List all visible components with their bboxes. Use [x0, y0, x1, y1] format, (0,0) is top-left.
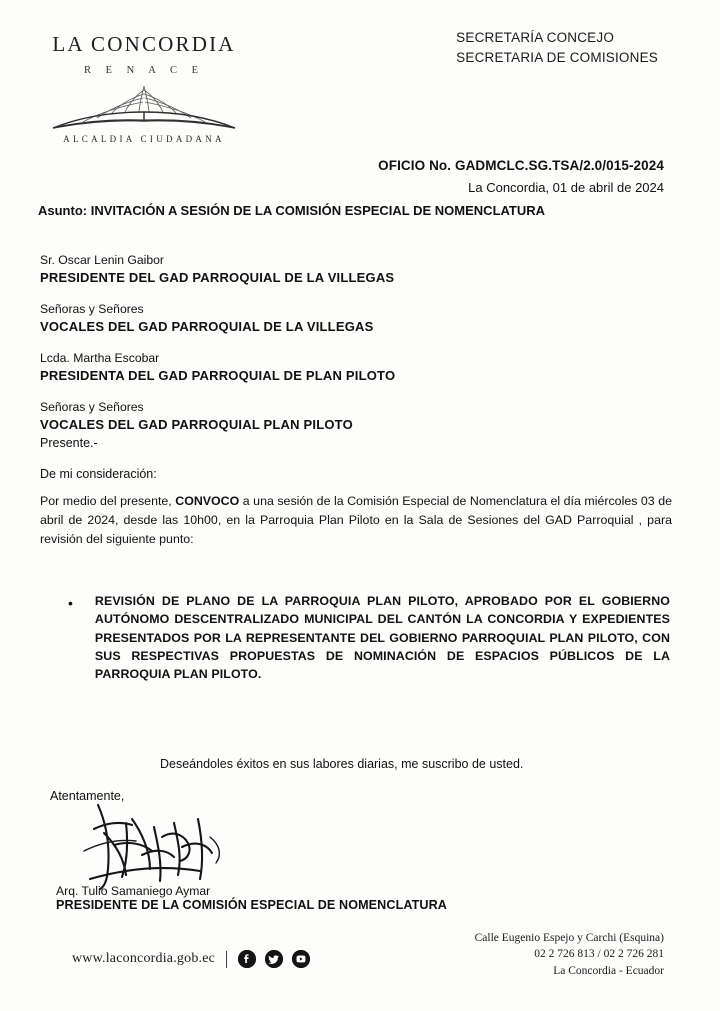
youtube-icon[interactable]: [292, 950, 310, 968]
twitter-icon[interactable]: [265, 950, 283, 968]
handwritten-signature: [70, 793, 260, 898]
footer-address: Calle Eugenio Espejo y Carchi (Esquina): [474, 932, 664, 944]
salutation: De mi consideración:: [40, 467, 157, 481]
footer-contact: [475, 930, 664, 979]
paragraph-suffix: a una sesión de la Comisión Especial de Nomenclatura el día miércoles 03 de abril de 2024, desde las 10h00, en la Parroquia Plan Piloto en la Sala de Sesiones del GAD Parroquial , para revisión del siguiente punto:: [40, 494, 672, 546]
signer-role: PRESIDENTE DE LA COMISIÓN ESPECIAL DE NOMENCLATURA: [56, 898, 448, 912]
logo-title: LA CONCORDIA: [52, 32, 236, 56]
recipient-role: PRESIDENTE DEL GAD PARROQUIAL DE LA VILLEGAS: [40, 269, 395, 285]
oficio-number: OFICIO No. GADMCLC.SG.TSA/2.0/015-2024: [378, 158, 664, 173]
document-date: La Concordia, 01 de abril de 2024: [468, 180, 664, 195]
paragraph-prefix: Por medio del presente,: [40, 494, 176, 508]
recipient-role: VOCALES DEL GAD PARROQUIAL PLAN PILOTO: [40, 416, 353, 432]
bullet-icon: •: [68, 595, 73, 611]
footer-web-social: [72, 950, 310, 968]
footer-location: La Concordia - Ecuador: [553, 964, 664, 977]
recipient-name: Lcda. Martha Escobar: [40, 351, 160, 365]
institution-logo: [26, 32, 262, 144]
agenda-item: [68, 592, 670, 684]
document-header: [0, 18, 720, 148]
facebook-icon[interactable]: [238, 950, 256, 968]
recipient-role: PRESIDENTA DEL GAD PARROQUIAL DE PLAN PILOTO: [40, 367, 396, 383]
recipient-name: Sr. Oscar Lenin Gaibor: [40, 253, 164, 267]
logo-footer-text: ALCALDIA CIUDADANA: [63, 134, 225, 144]
open-book-icon: [39, 78, 249, 132]
logo-subtitle: R E N A C E: [84, 65, 204, 76]
website-link[interactable]: www.laconcordia.gob.ec: [72, 951, 216, 966]
recipient-block: [40, 350, 395, 385]
footer-divider: [226, 951, 227, 968]
closing-line: Deseándoles éxitos en sus labores diarias, me suscribo de usted.: [160, 757, 524, 771]
recipient-role: VOCALES DEL GAD PARROQUIAL DE LA VILLEGAS: [40, 318, 374, 334]
recipient-block: [40, 399, 353, 434]
subject-line: [38, 203, 545, 218]
recipient-block: [40, 252, 394, 287]
subject-label: Asunto:: [38, 203, 88, 218]
presente-line: Presente.-: [40, 436, 98, 450]
subject-text: INVITACIÓN A SESIÓN DE LA COMISIÓN ESPECIAL DE NOMENCLATURA: [90, 203, 546, 218]
recipient-name: Señoras y Señores: [40, 400, 144, 414]
signer-name: Arq. Tulio Samaniego Aymar: [56, 884, 211, 898]
body-paragraph: [40, 492, 672, 549]
sign-off: Atentamente,: [50, 789, 125, 803]
agenda-item-text: REVISIÓN DE PLANO DE LA PARROQUIA PLAN PILOTO, APROBADO POR EL GOBIERNO AUTÓNOMO DESCENTRALIZADO MUNICIPAL DEL CANTÓN LA CONCORDIA Y EXPEDIENTES PRESENTADOS POR LA REPRESENTANTE DEL GOBIERNO PARROQUIAL PLAN PILOTO, CON SUS RESPECTIVAS PROPUESTAS DE NOMINACIÓN DE ESPACIOS PÚBLICOS DE LA PARROQUIA PLAN PILOTO.: [94, 594, 670, 682]
recipient-block: [40, 301, 373, 336]
footer-phones: 02 2 726 813 / 02 2 726 281: [534, 948, 664, 961]
header-department: [456, 28, 658, 69]
header-line-1: SECRETARÍA CONCEJO: [456, 30, 615, 45]
header-line-2: SECRETARIA DE COMISIONES: [456, 50, 658, 66]
paragraph-keyword: CONVOCO: [175, 494, 240, 508]
recipient-name: Señoras y Señores: [40, 302, 144, 316]
